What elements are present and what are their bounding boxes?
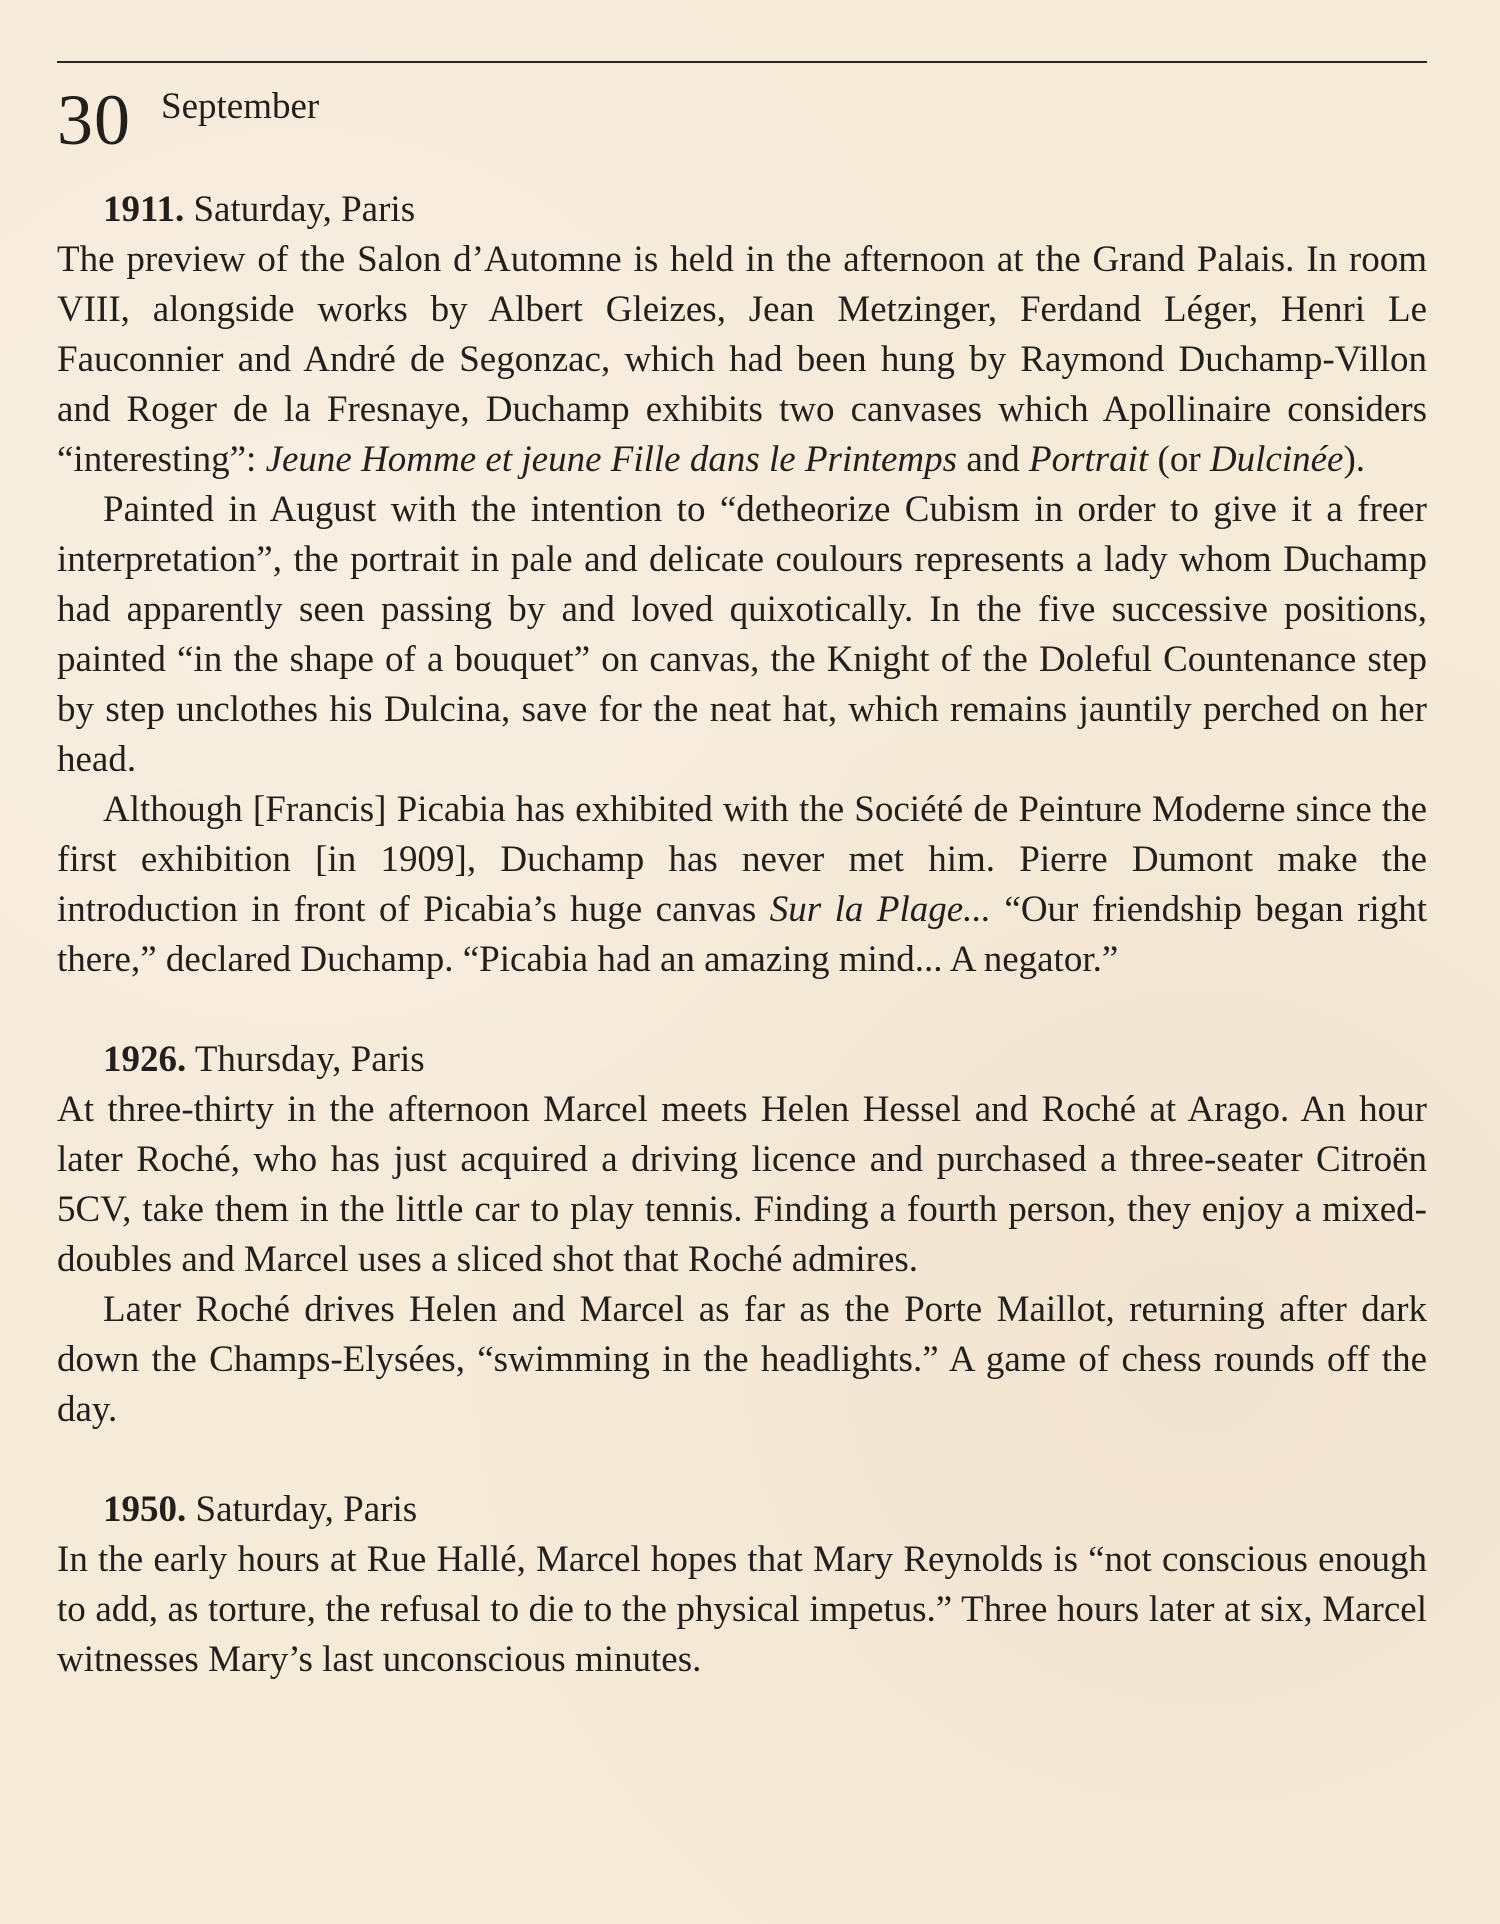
diary-entry: [57, 1485, 1427, 1685]
artwork-title: Sur la Plage...: [769, 889, 991, 930]
entry-day-place: Saturday, Paris: [184, 189, 416, 230]
paragraph-text: (or: [1148, 439, 1210, 480]
entry-paragraph: [57, 785, 1427, 985]
paragraph-text: Later Roché drives Helen and Marcel as far as the Porte Maillot, returning after dark down the Champs-Elysées, “swimming in the headlights.” A game of chess rounds off the day.: [57, 1289, 1427, 1430]
date-day: 30: [57, 80, 131, 160]
artwork-title: Portrait: [1029, 439, 1149, 480]
paragraph-text: At three-thirty in the afternoon Marcel meets Helen Hessel and Roché at Arago. An hour later Roché, who has just acquired a driving licence and purchased a three-seater Citroën 5CV, take them in the little car to play tennis. Finding a fourth person, they enjoy a mixed-doubles and Marcel uses a sliced shot that Roché admires.: [57, 1089, 1427, 1280]
paragraph-text: and: [957, 439, 1029, 480]
top-rule: [57, 61, 1427, 63]
entry-year: 1950.: [103, 1489, 187, 1530]
entry-paragraph: [57, 1085, 1427, 1285]
entry-paragraph: [57, 485, 1427, 785]
entry-paragraph: [57, 1285, 1427, 1435]
entry-year: 1911.: [103, 189, 185, 230]
entry-heading: [57, 1035, 1427, 1085]
paragraph-text: “Our friendship began right there,” declared Duchamp. “Picabia had an amazing mind... A negator.”: [57, 889, 1427, 980]
paragraph-text: The preview of the Salon d’Automne is held in the afternoon at the Grand Palais. In room VIII, alongside works by Albert Gleizes, Jean Metzinger, Ferdand Léger, Henri Le Fauconnier and André de Segonzac, which had been hung by Raymond Duchamp-Villon and Roger de la Fresnaye, Duchamp exhibits two canvases which Apollinaire considers “interesting”:: [57, 239, 1427, 480]
artwork-title: Jeune Homme et jeune Fille dans le Printemps: [265, 439, 958, 480]
diary-entry: [57, 1035, 1427, 1435]
entry-paragraph: [57, 1535, 1427, 1685]
page-date: [57, 80, 1427, 160]
paragraph-text: In the early hours at Rue Hallé, Marcel hopes that Mary Reynolds is “not conscious enough to add, as torture, the refusal to die to the physical impetus.” Three hours later at six, Marcel witnesses Mary’s last unconscious minutes.: [57, 1539, 1427, 1680]
artwork-title: Dulcinée: [1209, 439, 1344, 480]
diary-entry: [57, 185, 1427, 985]
paragraph-text: ).: [1343, 439, 1366, 480]
entry-year: 1926.: [103, 1039, 187, 1080]
paragraph-text: Painted in August with the intention to “detheorize Cubism in order to give it a freer interpretation”, the portrait in pale and delicate coulours represents a lady whom Duchamp had apparently seen passing by and loved quixotically. In the five successive positions, painted “in the shape of a bouquet” on canvas, the Knight of the Doleful Countenance step by step unclothes his Dulcina, save for the neat hat, which remains jauntily perched on her head.: [57, 489, 1427, 780]
entry-heading: [57, 1485, 1427, 1535]
entry-heading: [57, 185, 1427, 235]
entry-day-place: Saturday, Paris: [186, 1489, 418, 1530]
entry-day-place: Thursday, Paris: [186, 1039, 425, 1080]
entries-list: [57, 185, 1427, 1685]
entry-paragraph: [57, 235, 1427, 485]
diary-page: [57, 61, 1427, 1735]
date-month: September: [161, 86, 320, 127]
paragraph-text: Although [Francis] Picabia has exhibited with the Société de Peinture Moderne since the first exhibition [in 1909], Duchamp has never met him. Pierre Dumont make the introduction in front of Picabia’s huge canvas: [57, 789, 1427, 930]
